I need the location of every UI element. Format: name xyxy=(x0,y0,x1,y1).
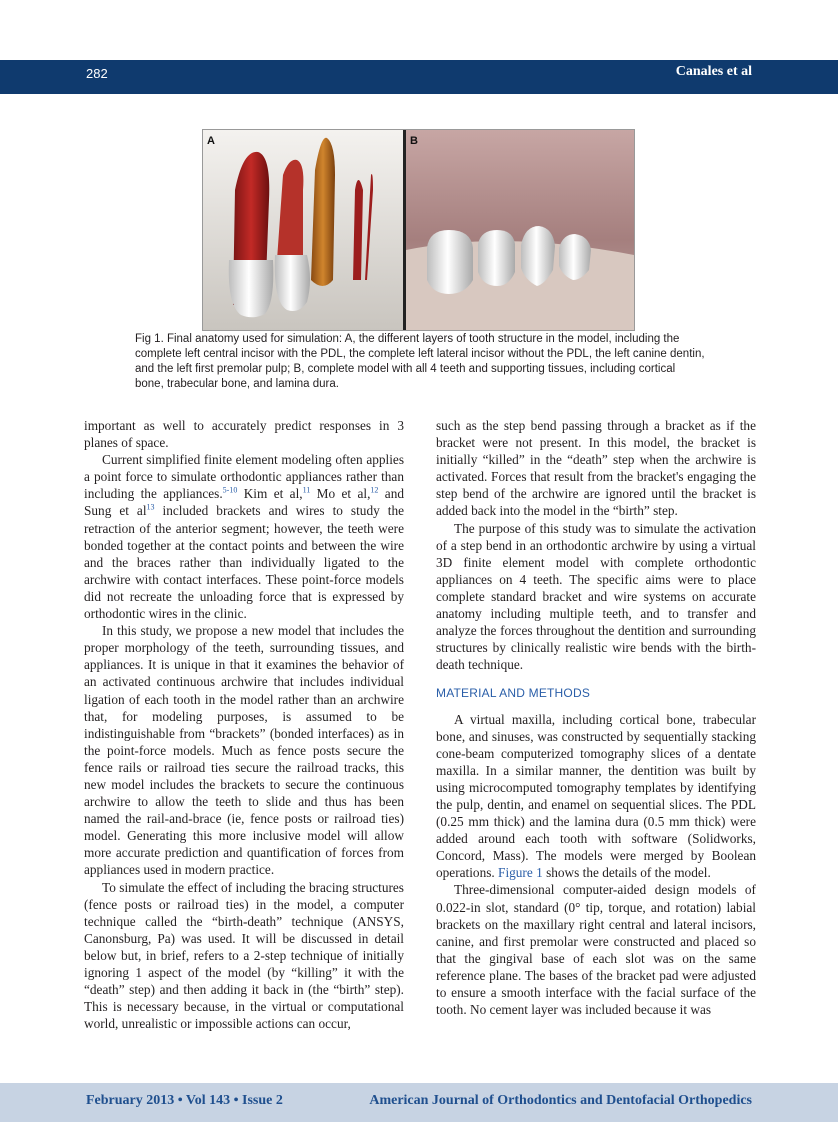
left-paragraph-2 xyxy=(84,451,404,622)
reference-marker[interactable]: 12 xyxy=(370,485,379,495)
figure-1 xyxy=(202,129,635,331)
left-paragraph-4: To simulate the effect of including the bracing structures (fence posts or railroad ties) in the model, a computer technique called the “birth-death” technique (ANSYS, Canonsburg, Pa) was used. It will be discussed in detail below but, in brief, refers to a 2-step technique of initially ignoring 1 aspect of the model (by “killing” it with the “death” step) and then adding it back in (the “birth” step). This is necessary because, in the virtual or computational world, unrealistic or impossible actions can occur, xyxy=(84,879,404,1032)
text-run: Current simplified finite element modeling often applies a point force to simulate orthodontic appliances rather than including the appliances. xyxy=(84,452,404,502)
running-head: Canales et al xyxy=(675,64,752,79)
section-heading: MATERIAL AND METHODS xyxy=(436,686,591,701)
text-run: and Sung et al xyxy=(84,486,404,519)
page-number: 282 xyxy=(86,66,108,81)
footer-bar xyxy=(0,1083,838,1122)
text-run: included brackets and wires to study the retraction of the anterior segment; however, the teeth were bonded together at the contact points and between the wire and the braces rather than individually ligated to the archwire with contact interfaces. These point-force models did not recreate the unloading force that is expressed by orthodontic wires in the clinic. xyxy=(84,503,404,622)
header-bar xyxy=(0,60,838,94)
right-column xyxy=(436,417,756,1018)
footer-issue-info: February 2013 • Vol 143 • Issue 2 xyxy=(86,1093,283,1108)
model-central-incisor xyxy=(427,230,473,294)
text-run: A virtual maxilla, including cortical bone, trabecular bone, and sinuses, was constructed by sequentially stacking cone-beam computerized tomography slices of a dentate maxilla. In a similar manner, the dentition was built by using microcomputed tomography templates by identifying the pulp, dentin, and enamel on sequential slices. The PDL (0.25 mm thick) and the lamina dura (0.5 mm thick) were added around each tooth with software (Solidworks, Concord, Mass). The models were merged by Boolean operations. xyxy=(436,711,756,881)
panel-b-label: B xyxy=(410,135,418,147)
panel-divider xyxy=(403,130,406,330)
right-paragraph-3 xyxy=(436,711,756,882)
reference-marker[interactable]: 5-10 xyxy=(222,485,238,495)
panel-a-label: A xyxy=(207,135,215,147)
right-paragraph-4: Three-dimensional computer-aided design models of 0.022-in slot, standard (0° tip, torque, and rotation) labial brackets on the maxillary right central and lateral incisors, canine, and first premolar were constructed and placed so that the gingival base of each slot was on the same reference plane. The bases of the bracket pad were adjusted to ensure a smooth interface with the facial surface of the tooth. No cement layer was included because it was xyxy=(436,882,756,1018)
footer-journal-name: American Journal of Orthodontics and Dentofacial Orthopedics xyxy=(369,1093,752,1108)
reference-marker[interactable]: 11 xyxy=(302,485,311,495)
reference-marker[interactable]: 13 xyxy=(146,503,155,513)
left-paragraph-3: In this study, we propose a new model that includes the proper morphology of the teeth, surrounding tissues, and appliances. It is unique in that it examines the behavior of an activated continuous archwire that includes individual ligation of each tooth in the model rather than an archwire that, for modeling purposes, is assumed to be indistinguishable from “brackets” (bonded interfaces) as in the point-force models. Much as fence posts secure the fence rails or railroad ties secure the railroad tracks, this new model includes the brackets to secure the continuous archwire to allow the teeth to slide and thus has been named the rail-and-brace (ie, fence posts or railroad ties) model. Generating this more inclusive model will allow more accurate prediction and quantification of forces from appliances used in modern practice. xyxy=(84,623,404,878)
right-paragraph-2: The purpose of this study was to simulate the activation of a step bend in an orthodontic archwire by using a virtual 3D finite element model with complete orthodontic appliances on 4 teeth. The specific aims were to place complete standard bracket and wire systems on accurate anatomy including multiple teeth, and to transfer and analyze the forces throughout the dentition and surrounding structures by clinically realistic wire bends with the birth-death technique. xyxy=(436,520,756,673)
text-run: Mo et al, xyxy=(310,486,371,502)
left-paragraph-1: important as well to accurately predict responses in 3 planes of space. xyxy=(84,418,404,451)
model-premolar xyxy=(559,234,591,280)
figure-caption: Fig 1. Final anatomy used for simulation: A, the different layers of tooth structure in the model, including the complete left central incisor with the PDL, the complete left lateral incisor without the PDL, the left canine dentin, and the left first premolar pulp; B, complete model with all 4 teeth and supporting tissues, including cortical bone, trabecular bone, and lamina dura. xyxy=(135,333,705,390)
model-lateral-incisor xyxy=(478,230,515,286)
figure-link[interactable]: Figure 1 xyxy=(498,865,543,881)
figure-1-illustration xyxy=(203,130,634,330)
right-paragraph-1: such as the step bend passing through a bracket as if the bracket were not present. In this model, the bracket is initially “killed” in the “death” step when the archwire is activated. Forces that result from the bracket's engaging the step bend of the archwire are ignored until the bracket is added back into the model in the “birth” step. xyxy=(436,418,756,519)
text-run: Kim et al, xyxy=(237,486,303,502)
left-column xyxy=(84,417,404,1032)
text-run: shows the details of the model. xyxy=(542,865,711,881)
